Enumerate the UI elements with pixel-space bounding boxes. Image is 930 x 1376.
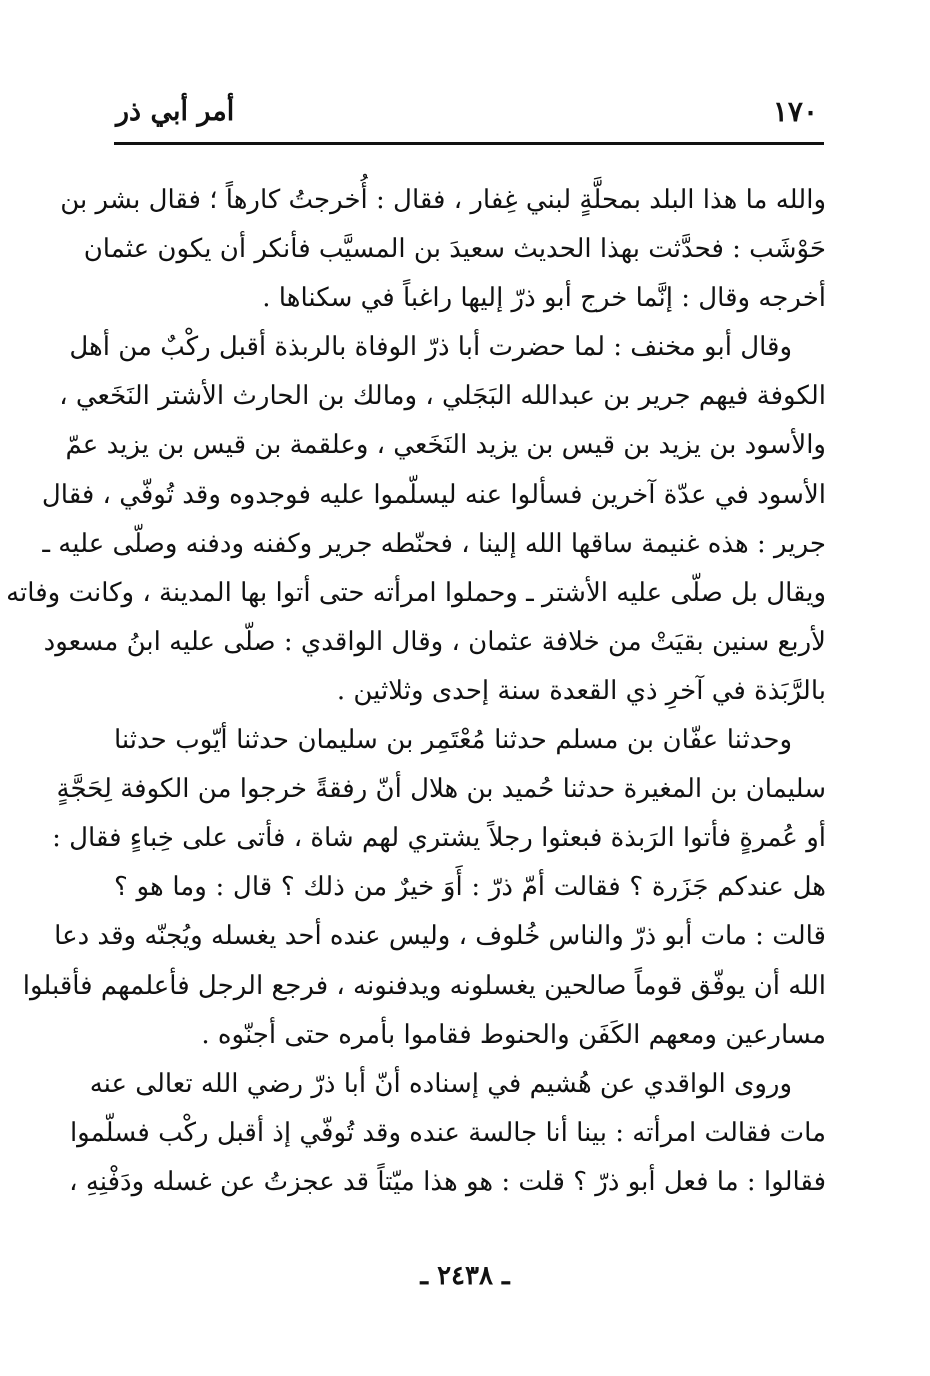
text-line: جرير : هذه غنيمة ساقها الله إلينا ، فحنّطه جرير وكفنه ودفنه وصلّى عليه ـ xyxy=(42,528,826,559)
text-line: مسارعين ومعهم الكَفَن والحنوط فقاموا بأمره حتى أجنّوه . xyxy=(201,1019,826,1050)
text-line: الأسود في عدّة آخرين فسألوا عنه ليسلّموا عليه فوجدوه وقد تُوفّي ، فقال xyxy=(41,479,826,510)
page-footer-number: ـ ٢٤٣٨ ـ xyxy=(420,1261,510,1291)
text-line: وروى الواقدي عن هُشيم في إسناده أنّ أبا ذرّ رضي الله تعالى عنه xyxy=(89,1068,792,1099)
text-line: وحدثنا عفّان بن مسلم حدثنا مُعْتَمِر بن سليمان حدثنا أيّوب حدثنا xyxy=(114,725,792,756)
text-line: سليمان بن المغيرة حدثنا حُميد بن هلال أنّ رفقةً خرجوا من الكوفة لِحَجَّةٍ xyxy=(56,774,826,805)
text-line: الله أن يوفّق قوماً صالحين يغسلونه ويدفنونه ، فرجع الرجل فأعلمهم فأقبلوا xyxy=(22,970,826,1001)
page-header xyxy=(112,92,824,136)
text-line: أخرجه وقال : إنَّما خرج أبو ذرّ إليها راغباً في سكناها . xyxy=(262,283,826,314)
text-line: قالت : مات أبو ذرّ والناس خُلوف ، وليس عنده أحد يغسله ويُجنّه وقد دعا xyxy=(54,921,826,952)
text-line: والأسود بن يزيد بن قيس بن يزيد النَخَعي ، وعلقمة بن قيس بن يزيد عمّ xyxy=(65,430,826,461)
text-line: أو عُمرةٍ فأتوا الرَبذة فبعثوا رجلاً يشتري لهم شاة ، فأتى على خِباءٍ فقال : xyxy=(52,823,826,854)
running-title: أمر أبي ذر xyxy=(116,96,235,127)
text-line: بالرَّبَذة في آخرِ ذي القعدة سنة إحدى وثلاثين . xyxy=(336,675,826,706)
text-line: حَوْشَب : فحدَّثت بهذا الحديث سعيدَ بن المسيَّب فأنكر أن يكون عثمان xyxy=(83,234,826,265)
text-line: وقال أبو مخنف : لما حضرت أبا ذرّ الوفاة بالربذة أقبل ركْبٌ من أهل xyxy=(69,332,792,363)
text-line: مات فقالت امرأته : بينا أنا جالسة عنده وقد تُوفّي إذ أقبل ركْب فسلّموا xyxy=(69,1117,826,1148)
text-line: الكوفة فيهم جرير بن عبدالله البَجَلي ، ومالك بن الحارث الأشتر النَخَعي ، xyxy=(59,381,826,412)
text-line: ويقال بل صلّى عليه الأشتر ـ وحملوا امرأته حتى أتوا بها المدينة ، وكانت وفاته xyxy=(6,577,826,608)
text-line: هل عندكم جَزَرة ؟ فقالت أمّ ذرّ : أَوَ خيرٌ من ذلك ؟ قال : وما هو ؟ xyxy=(114,872,826,903)
text-line: والله ما هذا البلد بمحلَّةٍ لبني غِفار ، فقال : أُخرجتُ كارهاً ؛ فقال بشر بن xyxy=(60,185,826,215)
body-text xyxy=(6,176,826,1207)
page-number: ١٧٠ xyxy=(772,95,818,128)
text-line: لأربع سنين بقيَتْ من خلافة عثمان ، وقال الواقدي : صلّى عليه ابنُ مسعود xyxy=(43,626,826,657)
header-divider xyxy=(114,142,824,145)
text-line: فقالوا : ما فعل أبو ذرّ ؟ قلت : هو هذا ميّتاً قد عجزتُ عن غسله ودَفْنِهِ ، xyxy=(69,1166,826,1197)
